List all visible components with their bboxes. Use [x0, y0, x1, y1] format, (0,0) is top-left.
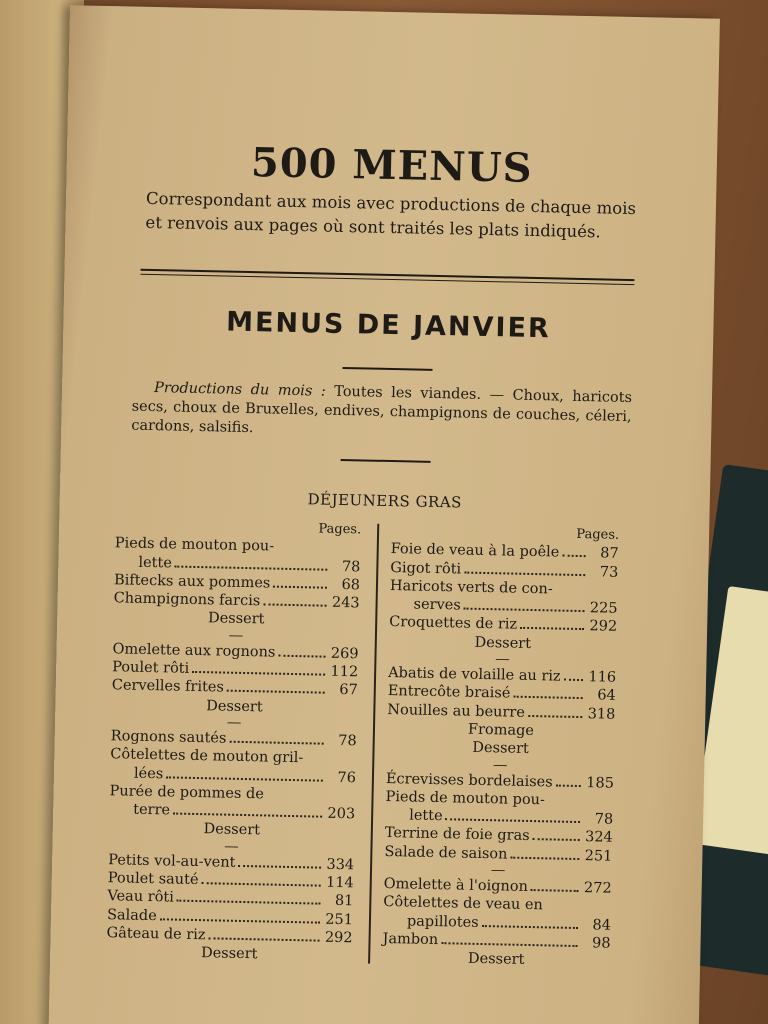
leader-dots	[208, 937, 319, 941]
menu-entry-name: Poulet rôti	[112, 659, 190, 677]
page-number: 78	[338, 732, 357, 750]
leader-dots	[520, 627, 584, 630]
page-number: 243	[331, 594, 360, 612]
menu-entry-name: Biftecks aux pommes	[113, 572, 271, 592]
leader-dots	[562, 555, 585, 557]
leader-dots	[513, 696, 582, 699]
left-menu-column	[106, 516, 361, 966]
productions-text: Toutes les viandes. — Choux, haricots secs, choux de Bruxelles, endives, champignons de couches, céleri, cardons, salsifis.	[131, 383, 633, 437]
leader-dots	[482, 925, 578, 929]
heading-rule	[343, 367, 433, 371]
menu-left-4	[106, 851, 354, 966]
page-number: 225	[589, 600, 618, 617]
pages-label-left: Pages.	[318, 521, 362, 538]
leader-dots	[441, 942, 577, 947]
menu-right-3	[384, 770, 614, 880]
page-number: 292	[589, 618, 618, 636]
leader-dots	[227, 690, 325, 694]
leader-dots	[464, 608, 585, 613]
pages-label-right: Pages.	[576, 526, 620, 543]
dessert-label: Dessert	[467, 950, 525, 969]
leader-dots	[229, 741, 323, 745]
leader-dots	[273, 585, 327, 588]
menu-entry-text: Purée de pommes de	[109, 783, 265, 803]
menu-separator: —	[495, 651, 510, 668]
menu-entry-name: Terrine de foie gras	[384, 825, 530, 845]
leader-dots	[192, 671, 325, 676]
menu-entry-name: Champignons farcis	[113, 590, 261, 610]
leader-dots	[533, 839, 580, 842]
productions-label: Productions du mois :	[153, 380, 326, 400]
menu-entry-name: Omelette aux rognons	[112, 641, 276, 661]
page-number: 269	[330, 645, 359, 663]
page-number: 251	[325, 911, 354, 928]
productions-rule	[341, 459, 431, 463]
menu-entry-name: Rognons sautés	[110, 728, 227, 747]
menu-entry-name: serves	[413, 596, 461, 614]
menu-entry-name: lées	[133, 765, 164, 782]
fromage-label: Fromage	[467, 721, 535, 740]
menu-entry-name: papillotes	[406, 913, 479, 931]
menu-entry-name: Veau rôti	[107, 888, 175, 906]
leader-dots	[531, 889, 579, 892]
menu-entry-name: Omelette à l'oignon	[383, 876, 529, 896]
leader-dots	[175, 565, 328, 570]
menu-entry-name: Salade de saison	[384, 843, 508, 863]
page-number: 203	[327, 805, 356, 823]
menu-entry-text: Côtelettes de veau en	[383, 894, 543, 914]
month-heading: MENUS DE JANVIER	[225, 306, 552, 345]
page-number: 324	[584, 829, 613, 847]
menu-entry-name: lette	[409, 807, 443, 825]
leader-dots	[238, 865, 321, 869]
dessert-label: Dessert	[200, 945, 258, 963]
dessert-label: Dessert	[203, 821, 261, 839]
page-number: 67	[339, 682, 358, 699]
menu-entry-name: Croquettes de riz	[389, 614, 518, 634]
page-number: 251	[584, 847, 613, 865]
double-rule	[140, 269, 634, 285]
page-number: 112	[330, 663, 359, 681]
leader-dots	[263, 604, 326, 607]
menu-entry-name: Salade	[106, 906, 157, 924]
leader-dots	[510, 856, 579, 859]
right-menu-column	[382, 522, 619, 971]
menu-entry-name: Abatis de volaille au riz	[387, 665, 561, 685]
menu-entry-name: terre	[133, 801, 171, 819]
page-number: 78	[341, 558, 361, 575]
page-number: 334	[326, 856, 355, 874]
page-number: 114	[325, 874, 354, 892]
leader-dots	[177, 900, 321, 905]
menu-entry-name: Cervelles frites	[111, 677, 225, 696]
menu-entry-name: lette	[138, 554, 173, 572]
leader-dots	[160, 918, 320, 923]
page-number: 68	[341, 576, 361, 594]
menu-entry-text: Haricots verts de con-	[389, 577, 553, 598]
menu-entry-text: Côtelettes de mouton gril-	[110, 746, 304, 767]
leader-dots	[173, 813, 322, 818]
dessert-label: Dessert	[207, 610, 265, 628]
dessert-label: Dessert	[206, 697, 263, 716]
menu-right-4	[382, 875, 612, 971]
menu-entry-name: Foie de veau à la poêle	[390, 541, 560, 561]
leader-dots	[201, 882, 320, 886]
page-number: 76	[337, 769, 357, 786]
menu-entry-name: Gigot rôti	[390, 559, 462, 578]
menu-entry-name: Jambon	[382, 930, 439, 949]
leader-dots	[278, 654, 325, 657]
page-number: 81	[334, 893, 354, 910]
page-number: 84	[592, 916, 612, 934]
page-number: 64	[597, 687, 616, 705]
column-divider	[368, 524, 379, 964]
book-subtitle: Correspondant aux mois avec productions de chaque mois et renvois aux pages où sont traités les plats indiqués.	[145, 188, 637, 242]
section-title: DÉJEUNERS GRAS	[307, 490, 463, 512]
menu-entry-name: Petits vol-au-vent	[108, 851, 236, 871]
menu-entry-name: Nouilles au beurre	[387, 701, 526, 721]
menu-right-2	[386, 664, 616, 774]
page-number: 87	[600, 545, 619, 563]
dessert-label: Dessert	[472, 740, 529, 758]
dessert-label: Dessert	[474, 634, 532, 652]
page-number: 272	[583, 880, 612, 897]
leader-dots	[556, 784, 581, 787]
menu-entry-name: Poulet sauté	[107, 870, 199, 889]
page-number: 116	[588, 669, 617, 686]
menu-right-1	[388, 540, 619, 669]
menu-entry-name: Entrecôte braisé	[387, 683, 511, 702]
leader-dots	[166, 776, 323, 781]
menu-left-2	[111, 640, 359, 732]
menu-left-3	[108, 727, 357, 856]
menu-entry-text: Pieds de mouton pou-	[385, 788, 546, 809]
book-page	[49, 5, 720, 1024]
menu-separator: —	[228, 627, 244, 644]
leader-dots	[528, 715, 582, 718]
menu-separator: —	[226, 714, 242, 731]
leader-dots	[564, 679, 584, 681]
page-number: 292	[324, 929, 353, 947]
page-number: 73	[599, 564, 619, 581]
menu-separator: —	[492, 756, 508, 774]
productions-paragraph	[131, 379, 632, 446]
menu-entry-text: Pieds de mouton pou-	[114, 535, 275, 555]
book-title: 500 MENUS	[250, 139, 534, 192]
menu-separator: —	[490, 862, 506, 879]
menu-left-1	[113, 535, 361, 646]
page-number: 318	[587, 705, 616, 723]
menu-entry-name: Écrevisses bordelaises	[385, 770, 553, 791]
leader-dots	[446, 818, 581, 823]
page-number: 98	[591, 935, 611, 952]
menu-entry-name: Gâteau de riz	[106, 925, 206, 944]
page-number: 78	[594, 811, 614, 828]
leader-dots	[464, 571, 585, 576]
page-number: 185	[586, 774, 615, 792]
menu-separator: —	[224, 838, 239, 855]
